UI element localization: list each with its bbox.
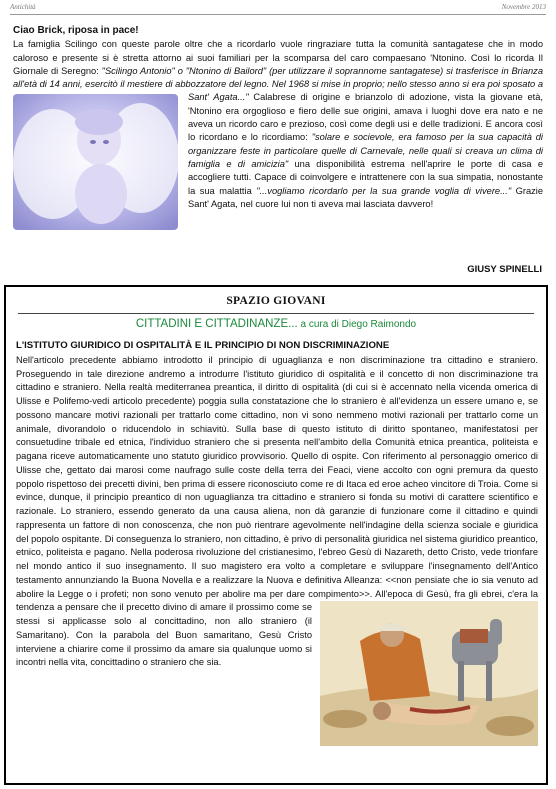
signature: GIUSY SPINELLI — [467, 264, 542, 275]
body-end: Grazie Sant' Agata, nel cuore lui non ti aveva mai lasciata davvero! — [188, 185, 544, 209]
body-intro: La famiglia Scilingo con queste parole oltre che a ricordarlo vuole ringraziare tutta la comunità santagatese che in modo caloroso e presente si è stretta attorno ai suoi familiari per la scomparsa del caro compaesano 'Ntonino. Così lo ricorda Il Giornale di Seregno: — [13, 39, 543, 76]
body-quote-2: "solare e socievole, era famoso per la sua capacità di organizzare feste in particolare quelle di Carnevale, nelle quali si creava un clima di famiglia e di amicizia" — [188, 132, 543, 169]
section-title: SPAZIO GIOVANI — [226, 295, 326, 307]
column-body-text — [16, 355, 538, 668]
samaritan-image — [320, 601, 538, 746]
column-author: a cura di Diego Raimondo — [297, 319, 417, 330]
article-title: Ciao Brick, riposa in pace! — [13, 25, 139, 36]
body-quote: "Scilingo Antonio" o "Ntonino di Bailord" (per utilizzare il soprannome santagatese) si trasferisce in Brianza all'età di 14 anni, esercitò il mestiere di abbozzatore del legno. Nel 1968 si mise in proprio; nello stesso anno si era poi sposato a Sant' Agata..." — [13, 65, 543, 103]
header-left: Antichità — [10, 3, 36, 11]
angel-image — [13, 94, 178, 230]
body-quote-3: "...vogliamo ricordarlo per la sua grande voglia di vivere..." — [256, 185, 512, 196]
body-continue: una disponibilità estrema nell'aprire le porte di casa e accogliere tutti. Capace di coinvolgere e intrattenere con la sua simpatia, nonostante la sua malattia — [188, 158, 543, 196]
column-title-text: CITTADINI E CITTADINANZE... — [135, 318, 298, 330]
column-title — [6, 318, 546, 330]
header-divider — [10, 14, 546, 15]
section-divider — [18, 313, 534, 314]
obituary-article — [13, 24, 543, 230]
article-heading: L'ISTITUTO GIURIDICO DI OSPITALITÀ E IL PRINCIPIO DI NON DISCRIMINAZIONE — [16, 340, 390, 351]
header-right: Novembre 2013 — [501, 3, 546, 11]
article-body — [13, 38, 543, 211]
column-body-part-1: Nell'articolo precedente abbiamo introdotto il principio di uguaglianza e non discriminazione tra cittadino e straniero. Proseguendo in tale direzione andremo a introdurre l'istituto giuridico di ospitalità e il concetto di non discriminazione tra cittadino e straniero. Nella realtà mediterranea preantica, il diritto di ospitalità (di cui si è accennato nella vicenda omerica di Ulisse e Polifemo-vedi articolo precedente) poggia sulla constatazione che lo straniero è all'evidenza un essere umano e, se possono mancare motivi razionali per trattarlo come cittadino, non vi sono nemmeno motivi razionali per trattarlo come un animale, divorandolo o riducendolo in schiavitù. Sulla base di questo istituto di diritto spontaneo, manifestatosi per consuetudine tribale ed etnica, l'individuo straniero che si presenta nell'ambito della Comunità etnica preantica, politeista e pagana riceve automaticamente uno statuto giuridico provvisorio. Quello di ospite. Con riferimento al personaggio omerico di Ulisse che, gettato dai marosi come naufrago sulle coste della terra dei Feaci, viene accolto con ogni premura da questo popolo rispettoso dei precetti divini, ben prima di essere riconosciuto come re di Itaca ed eroe acheo vincitore di Troia. Come si evince, dunque, il principio preantico di non uguaglianza tra cittadino e straniero si fonda su motivi di carattere scientifico e razionale. Lo straniero, essendo generato da una causa aliena, non dà garanzie di funzionare come il cittadino e quindi rappresenta un fattore di non conoscenza, che non può rientrare agevolmente nell'indagine della scienza sociale e giuridica del popolo ospitante. Di conseguenza lo straniero, non cittadino, è privo di personalità giuridica nel sistema giuridico preantico, etnico, politeista e pagano. Nella poderosa rivoluzione del cristianesimo, l'ebreo Gesù di Nazareth, detto Cristo, vede trionfare nel mondo antico il suo insegnamento. Il suo magistero era volto a completare e sviluppare l'insegnamento dell'Antico testamento annunziando la Buona Novella e a realizzare la Nuova e definitiva Alleanza: <<non pensiate che io sia venuto ad abolire la Legge o i profeti; non sono venuto per abolire ma per dare compimento>>. All'epoca — [16, 354, 538, 599]
body-middle: Calabrese di origine e brianzolo di adozione, vista la giovane età, 'Ntonino era orgoglioso e fiero delle sue origini, amava i luoghi dove era nato e ne aveva un ricordo caro e prezioso, così come degli usi e delle tradizioni. E ancora così lo ricordano e lo ricordiamo: — [188, 92, 543, 143]
spazio-giovani-box — [4, 285, 548, 785]
column-body — [16, 354, 538, 670]
column-content — [16, 339, 538, 746]
column-body-part-2: di Gesù, fra gli ebrei, c'era la tendenza a pensare che il precetto divino di amare il prossimo come se stessi si applicasse solo al concittadino, non allo straniero (il Samaritano). Con la parabola del Buon samaritano, Gesù Cristo interviene a chiarire come il prossimo da amare sia qualunque uomo si incontri nella vita, concittadino o straniero che sia. — [16, 588, 538, 668]
